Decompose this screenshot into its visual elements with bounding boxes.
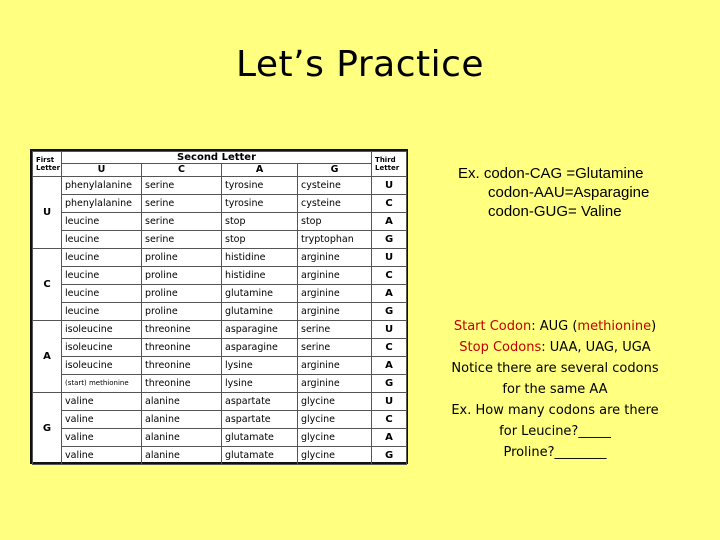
second-base-c: C <box>142 164 222 177</box>
amino-acid-cell: glycine <box>298 393 372 411</box>
table-row <box>33 321 407 339</box>
amino-acid-cell: glutamine <box>222 285 298 303</box>
amino-acid-cell: aspartate <box>222 411 298 429</box>
third-base: G <box>372 447 407 465</box>
amino-acid-cell: tryptophan <box>298 231 372 249</box>
third-base: A <box>372 285 407 303</box>
amino-acid-cell: histidine <box>222 249 298 267</box>
notice-line: Notice there are several codons <box>451 361 659 376</box>
slide-title: Let’s Practice <box>235 44 485 85</box>
amino-acid-cell: threonine <box>142 339 222 357</box>
amino-acid-cell: stop <box>222 213 298 231</box>
notice-line-2: for the same AA <box>502 382 608 397</box>
table-row <box>33 393 407 411</box>
start-codon-end: ) <box>651 319 657 334</box>
example-line-aau: codon-AAU=Asparagine <box>488 184 650 201</box>
amino-acid-cell: serine <box>142 195 222 213</box>
start-codon-label: Start Codon <box>453 319 532 334</box>
second-base-a: A <box>222 164 298 177</box>
amino-acid-cell: serine <box>142 177 222 195</box>
amino-acid-cell: stop <box>222 231 298 249</box>
table-row <box>33 411 407 429</box>
amino-acid-cell: leucine <box>62 303 142 321</box>
third-base: U <box>372 249 407 267</box>
table-row <box>33 267 407 285</box>
amino-acid-cell: valine <box>62 429 142 447</box>
third-letter-header: Third Letter <box>372 152 407 177</box>
amino-acid-cell: serine <box>298 339 372 357</box>
first-base-c: C <box>33 249 62 321</box>
amino-acid-cell: tyrosine <box>222 195 298 213</box>
table-row <box>33 303 407 321</box>
third-base: C <box>372 267 407 285</box>
table-row <box>33 195 407 213</box>
amino-acid-cell: stop <box>298 213 372 231</box>
third-base: A <box>372 213 407 231</box>
table-row <box>33 339 407 357</box>
amino-acid-cell: aspartate <box>222 393 298 411</box>
amino-acid-cell: threonine <box>142 357 222 375</box>
first-base-a: A <box>33 321 62 393</box>
start-codon-line <box>425 316 685 337</box>
table-row <box>33 357 407 375</box>
second-letter-header: Second Letter <box>62 152 372 164</box>
amino-acid-cell: glycine <box>298 429 372 447</box>
amino-acid-cell: arginine <box>298 267 372 285</box>
amino-acid-cell: isoleucine <box>62 357 142 375</box>
amino-acid-cell: lysine <box>222 375 298 393</box>
amino-acid-cell: glycine <box>298 447 372 465</box>
amino-acid-cell: leucine <box>62 267 142 285</box>
third-base: C <box>372 339 407 357</box>
start-codon-aa: methionine <box>577 319 652 334</box>
amino-acid-cell: glutamate <box>222 447 298 465</box>
amino-acid-cell: cysteine <box>298 195 372 213</box>
second-base-g: G <box>298 164 372 177</box>
table-row <box>33 447 407 465</box>
amino-acid-cell: arginine <box>298 285 372 303</box>
third-base: U <box>372 393 407 411</box>
amino-acid-cell: alanine <box>142 447 222 465</box>
stop-codons-line <box>425 337 685 358</box>
amino-acid-cell: serine <box>298 321 372 339</box>
amino-acid-cell: isoleucine <box>62 321 142 339</box>
amino-acid-cell: threonine <box>142 321 222 339</box>
amino-acid-cell: alanine <box>142 411 222 429</box>
amino-acid-cell: leucine <box>62 249 142 267</box>
amino-acid-cell: glycine <box>298 411 372 429</box>
example-line-cag: Ex. codon-CAG =Glutamine <box>458 165 644 182</box>
amino-acid-cell: valine <box>62 411 142 429</box>
amino-acid-cell: alanine <box>142 429 222 447</box>
amino-acid-cell: leucine <box>62 285 142 303</box>
table-row <box>33 231 407 249</box>
table-row <box>33 285 407 303</box>
amino-acid-cell: glutamine <box>222 303 298 321</box>
amino-acid-cell: leucine <box>62 213 142 231</box>
table-row <box>33 375 407 393</box>
amino-acid-cell: arginine <box>298 249 372 267</box>
proline-question: Proline?________ <box>503 445 607 460</box>
table-row <box>33 177 407 195</box>
amino-acid-cell: phenylalanine <box>62 195 142 213</box>
table-row <box>33 213 407 231</box>
amino-acid-cell: arginine <box>298 375 372 393</box>
third-base: U <box>372 321 407 339</box>
leucine-question: for Leucine?_____ <box>499 424 611 439</box>
amino-acid-cell: leucine <box>62 231 142 249</box>
amino-acid-cell: serine <box>142 213 222 231</box>
amino-acid-cell: asparagine <box>222 321 298 339</box>
practice-notes <box>425 316 685 463</box>
table-row <box>33 249 407 267</box>
start-codon-sep: : AUG ( <box>531 319 578 334</box>
third-base: G <box>372 231 407 249</box>
start-methionine-cell: (start) methionine <box>62 375 142 393</box>
codon-examples <box>458 164 708 221</box>
third-base: G <box>372 375 407 393</box>
amino-acid-cell: valine <box>62 447 142 465</box>
third-base: U <box>372 177 407 195</box>
third-base: A <box>372 429 407 447</box>
second-base-u: U <box>62 164 142 177</box>
question-line: Ex. How many codons are there <box>451 403 659 418</box>
third-base: C <box>372 411 407 429</box>
amino-acid-cell: arginine <box>298 357 372 375</box>
amino-acid-cell: serine <box>142 231 222 249</box>
amino-acid-cell: lysine <box>222 357 298 375</box>
third-base: A <box>372 357 407 375</box>
amino-acid-cell: proline <box>142 267 222 285</box>
amino-acid-cell: proline <box>142 285 222 303</box>
table-row <box>33 429 407 447</box>
codon-table <box>32 151 407 465</box>
amino-acid-cell: arginine <box>298 303 372 321</box>
amino-acid-cell: threonine <box>142 375 222 393</box>
example-line-gug: codon-GUG= Valine <box>488 203 622 220</box>
amino-acid-cell: isoleucine <box>62 339 142 357</box>
first-base-g: G <box>33 393 62 465</box>
first-letter-header: First Letter <box>33 152 62 177</box>
amino-acid-cell: glutamate <box>222 429 298 447</box>
amino-acid-cell: tyrosine <box>222 177 298 195</box>
amino-acid-cell: valine <box>62 393 142 411</box>
stop-codons-label: Stop Codons <box>459 340 542 355</box>
amino-acid-cell: alanine <box>142 393 222 411</box>
amino-acid-cell: proline <box>142 303 222 321</box>
third-base: G <box>372 303 407 321</box>
amino-acid-cell: histidine <box>222 267 298 285</box>
amino-acid-cell: phenylalanine <box>62 177 142 195</box>
stop-codons-value: : UAA, UAG, UGA <box>541 340 651 355</box>
third-base: C <box>372 195 407 213</box>
codon-table-image <box>30 149 408 464</box>
first-base-u: U <box>33 177 62 249</box>
amino-acid-cell: proline <box>142 249 222 267</box>
amino-acid-cell: asparagine <box>222 339 298 357</box>
amino-acid-cell: cysteine <box>298 177 372 195</box>
